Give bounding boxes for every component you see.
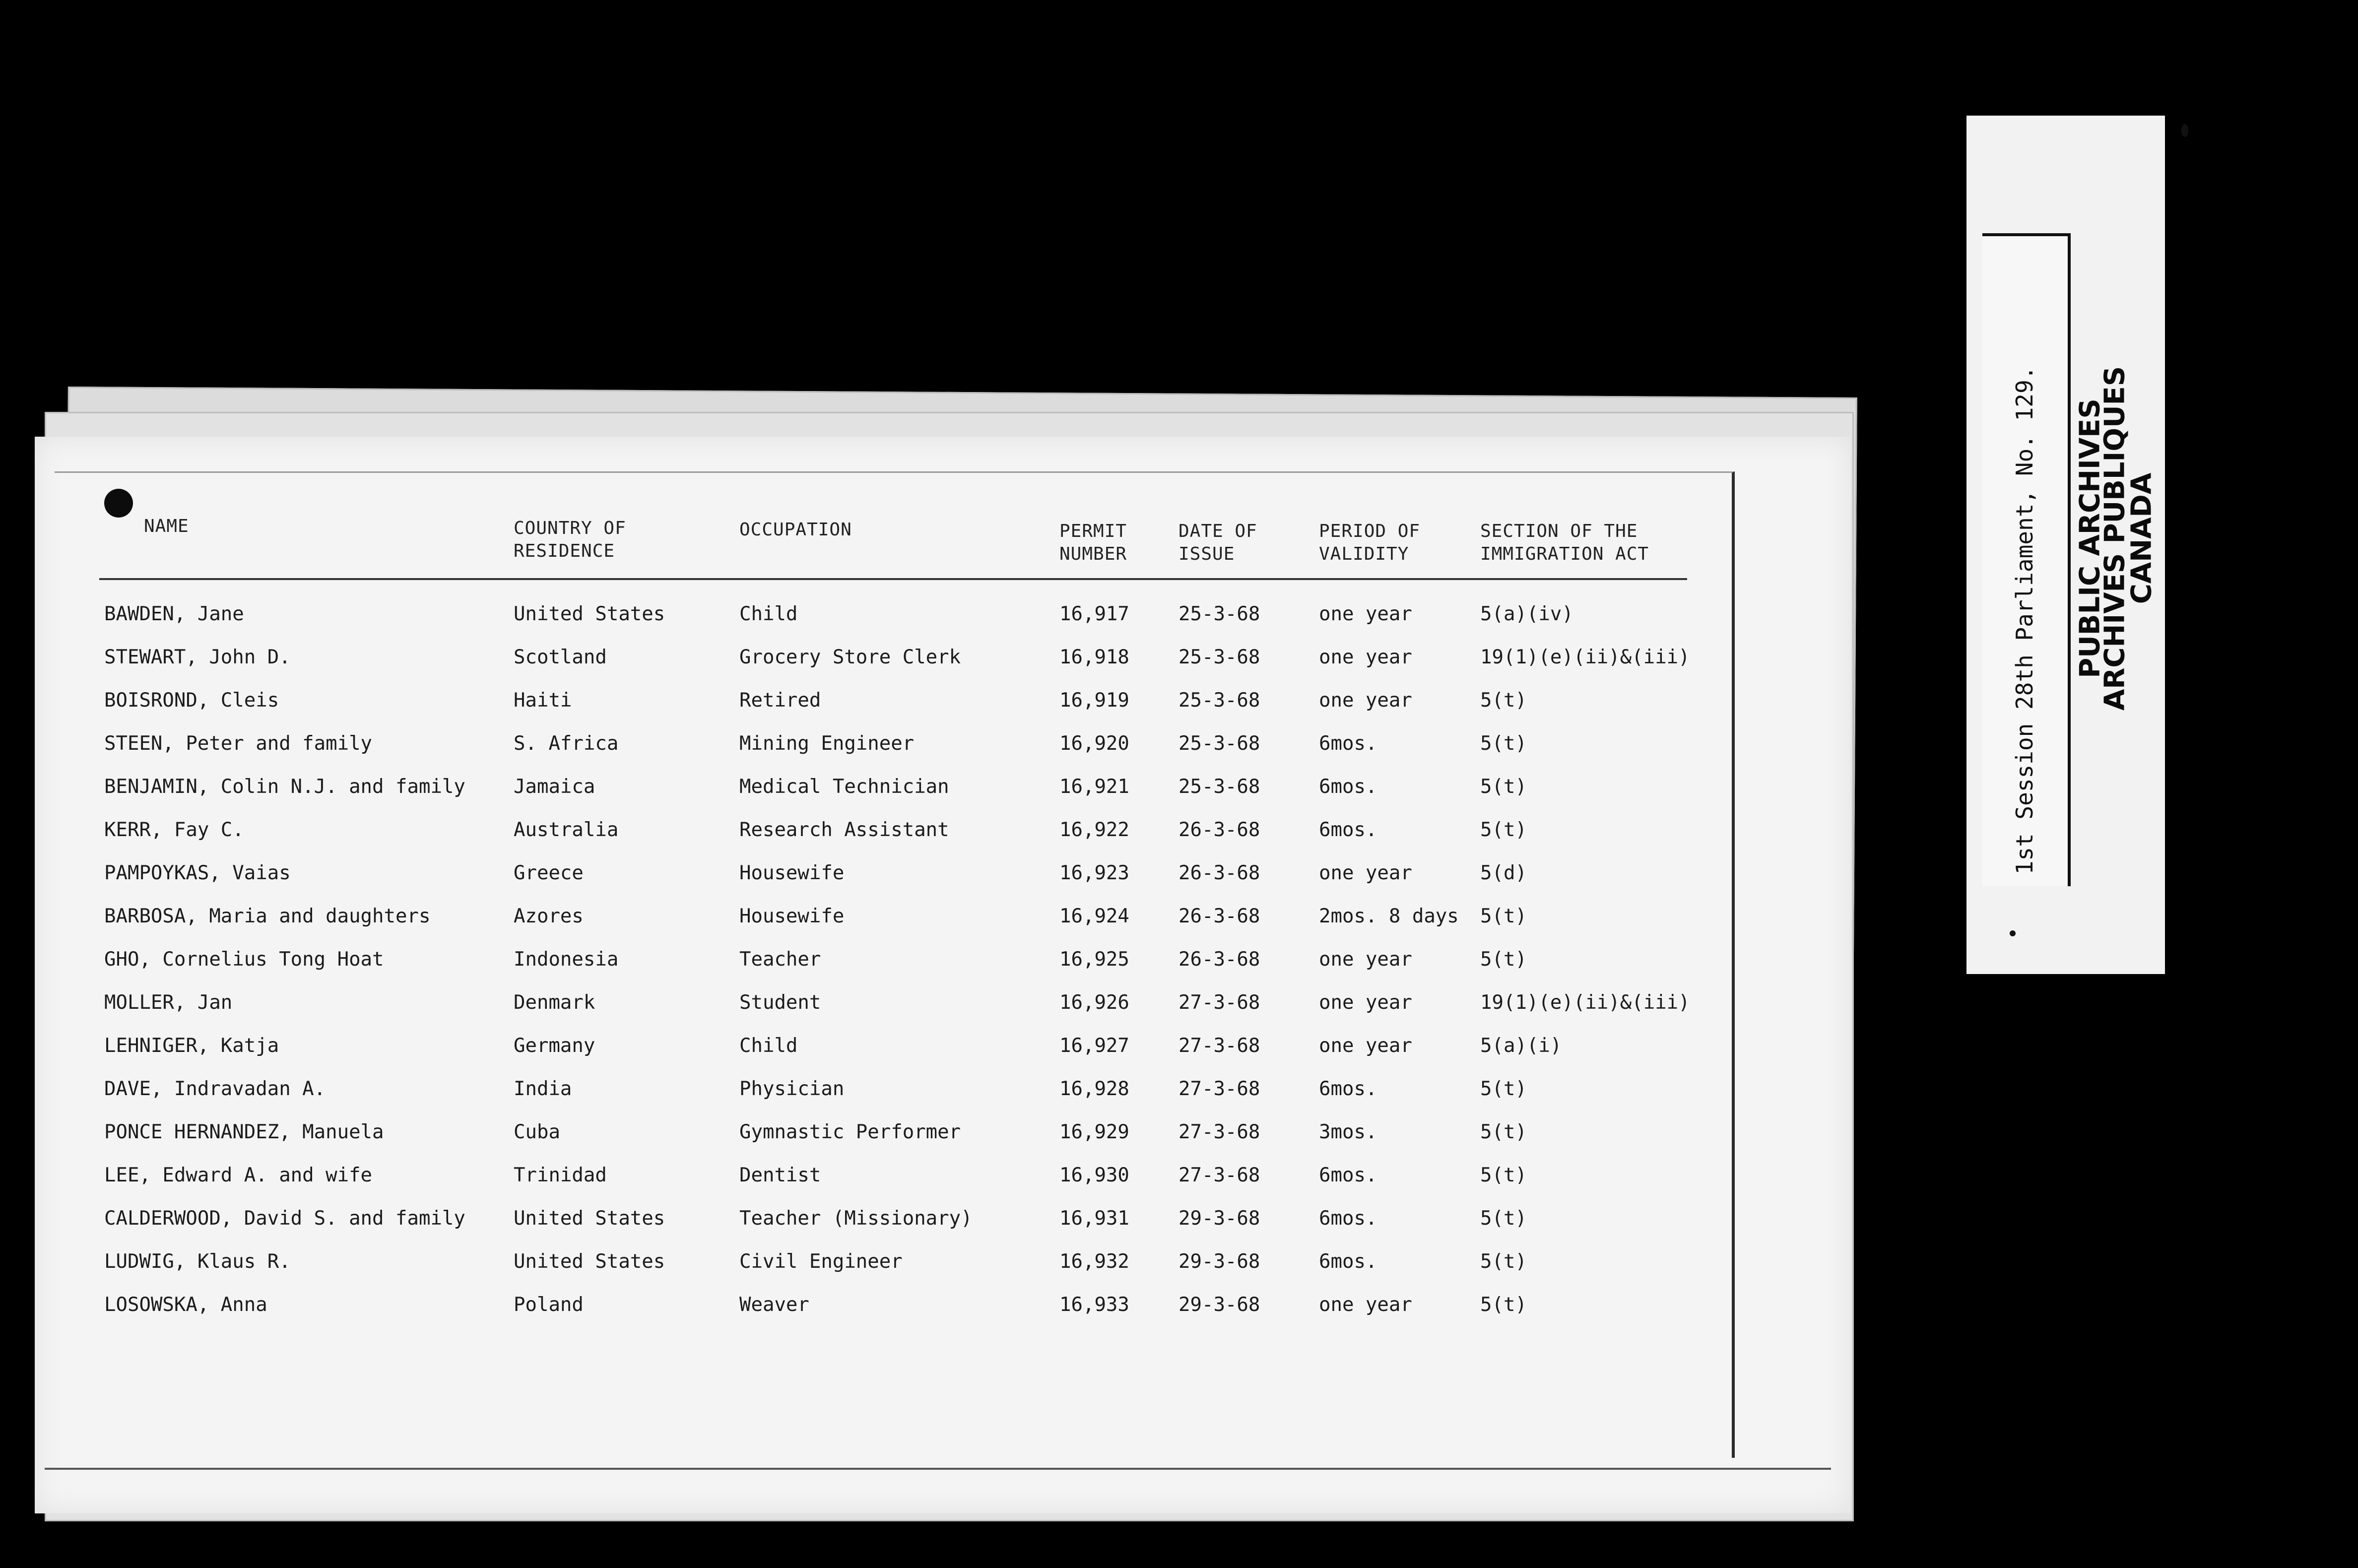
cell-occupation: Gymnastic Performer: [739, 1121, 961, 1143]
cell-permit: 16,927: [1059, 1035, 1129, 1057]
cell-permit: 16,922: [1059, 819, 1129, 841]
cell-period: 6mos.: [1319, 1207, 1377, 1230]
cell-section: 5(t): [1480, 776, 1527, 798]
cell-date: 27-3-68: [1179, 1078, 1260, 1100]
cell-permit: 16,931: [1059, 1207, 1129, 1230]
cell-country: Poland: [514, 1294, 584, 1316]
cell-section: 5(t): [1480, 689, 1527, 712]
cell-period: one year: [1319, 646, 1412, 668]
cell-date: 25-3-68: [1179, 689, 1260, 712]
cell-date: 27-3-68: [1179, 991, 1260, 1014]
cell-country: United States: [514, 603, 665, 625]
cell-country: Indonesia: [514, 948, 619, 971]
cell-period: 6mos.: [1319, 1164, 1377, 1186]
cell-country: Azores: [514, 905, 584, 927]
header-section: SECTION OF THE IMMIGRATION ACT: [1480, 521, 1649, 564]
cell-occupation: Civil Engineer: [739, 1250, 903, 1273]
cell-section: 5(a)(i): [1480, 1035, 1562, 1057]
cell-period: one year: [1319, 991, 1412, 1014]
cell-section: 5(t): [1480, 1164, 1527, 1186]
cell-permit: 16,932: [1059, 1250, 1129, 1273]
header-country: COUNTRY OF RESIDENCE: [514, 518, 626, 561]
cell-date: 26-3-68: [1179, 862, 1260, 884]
cell-date: 27-3-68: [1179, 1035, 1260, 1057]
cell-name: PONCE HERNANDEZ, Manuela: [104, 1121, 384, 1143]
cell-date: 27-3-68: [1179, 1164, 1260, 1186]
cell-occupation: Dentist: [739, 1164, 821, 1186]
cell-occupation: Child: [739, 1035, 798, 1057]
cell-country: Germany: [514, 1035, 595, 1057]
cell-name: GHO, Cornelius Tong Hoat: [104, 948, 384, 971]
cell-section: 5(a)(iv): [1480, 603, 1573, 625]
cell-name: LEE, Edward A. and wife: [104, 1164, 373, 1186]
cell-country: Australia: [514, 819, 619, 841]
cell-permit: 16,919: [1059, 689, 1129, 712]
cell-section: 19(1)(e)(ii)&(iii): [1480, 991, 1690, 1014]
scan-speck: [2181, 124, 2188, 137]
cell-name: LEHNIGER, Katja: [104, 1035, 279, 1057]
cell-country: S. Africa: [514, 732, 619, 755]
cell-name: MOLLER, Jan: [104, 991, 233, 1014]
cell-date: 25-3-68: [1179, 646, 1260, 668]
cell-permit: 16,920: [1059, 732, 1129, 755]
cell-date: 25-3-68: [1179, 732, 1260, 755]
cell-country: United States: [514, 1207, 665, 1230]
session-reference: 1st Session 28th Parliament, No. 129.: [2011, 366, 2038, 875]
page-bottom-rule: [45, 1468, 1831, 1470]
cell-section: 5(t): [1480, 1207, 1527, 1230]
cell-occupation: Housewife: [739, 905, 845, 927]
cell-country: Greece: [514, 862, 584, 884]
cell-occupation: Grocery Store Clerk: [739, 646, 961, 668]
cell-period: one year: [1319, 689, 1412, 712]
cell-occupation: Retired: [739, 689, 821, 712]
cell-name: CALDERWOOD, David S. and family: [104, 1207, 465, 1230]
cell-occupation: Research Assistant: [739, 819, 949, 841]
cell-period: 3mos.: [1319, 1121, 1377, 1143]
cell-permit: 16,930: [1059, 1164, 1129, 1186]
cell-occupation: Teacher: [739, 948, 821, 971]
cell-section: 5(t): [1480, 1121, 1527, 1143]
cell-permit: 16,928: [1059, 1078, 1129, 1100]
cell-occupation: Child: [739, 603, 798, 625]
cell-section: 5(t): [1480, 732, 1527, 755]
cell-name: LOSOWSKA, Anna: [104, 1294, 267, 1316]
cell-country: Cuba: [514, 1121, 560, 1143]
cell-date: 29-3-68: [1179, 1250, 1260, 1273]
cell-period: one year: [1319, 862, 1412, 884]
cell-occupation: Housewife: [739, 862, 845, 884]
cell-date: 26-3-68: [1179, 948, 1260, 971]
cell-date: 29-3-68: [1179, 1294, 1260, 1316]
cell-permit: 16,923: [1059, 862, 1129, 884]
cell-permit: 16,921: [1059, 776, 1129, 798]
cell-name: KERR, Fay C.: [104, 819, 244, 841]
cell-name: BOISROND, Cleis: [104, 689, 279, 712]
cell-country: Scotland: [514, 646, 607, 668]
cell-date: 25-3-68: [1179, 776, 1260, 798]
cell-occupation: Mining Engineer: [739, 732, 915, 755]
cell-country: Jamaica: [514, 776, 595, 798]
header-period: PERIOD OF VALIDITY: [1319, 521, 1421, 564]
cell-date: 26-3-68: [1179, 819, 1260, 841]
cell-date: 26-3-68: [1179, 905, 1260, 927]
cell-period: one year: [1319, 948, 1412, 971]
cell-occupation: Teacher (Missionary): [739, 1207, 973, 1230]
cell-period: one year: [1319, 1035, 1412, 1057]
cell-name: BAWDEN, Jane: [104, 603, 244, 625]
cell-period: 6mos.: [1319, 1078, 1377, 1100]
cell-section: 5(t): [1480, 1078, 1527, 1100]
scan-speck: [2010, 930, 2016, 936]
cell-name: STEEN, Peter and family: [104, 732, 373, 755]
cell-permit: 16,933: [1059, 1294, 1129, 1316]
cell-name: BENJAMIN, Colin N.J. and family: [104, 776, 465, 798]
cell-period: 6mos.: [1319, 819, 1377, 841]
cell-permit: 16,926: [1059, 991, 1129, 1014]
cell-country: Trinidad: [514, 1164, 607, 1186]
cell-section: 5(t): [1480, 948, 1527, 971]
archive-stamp-line2: ARCHIVES PUBLIQUES: [2098, 366, 2131, 711]
header-permit: PERMIT NUMBER: [1059, 521, 1127, 564]
cell-name: DAVE, Indravadan A.: [104, 1078, 326, 1100]
cell-permit: 16,925: [1059, 948, 1129, 971]
cell-permit: 16,918: [1059, 646, 1129, 668]
cell-permit: 16,917: [1059, 603, 1129, 625]
cell-section: 5(t): [1480, 905, 1527, 927]
cell-occupation: Student: [739, 991, 821, 1014]
header-date: DATE OF ISSUE: [1179, 521, 1257, 564]
cell-occupation: Medical Technician: [739, 776, 949, 798]
cell-name: STEWART, John D.: [104, 646, 291, 668]
cell-period: 6mos.: [1319, 732, 1377, 755]
header-rule: [99, 578, 1687, 580]
cell-name: BARBOSA, Maria and daughters: [104, 905, 431, 927]
cell-period: 2mos. 8 days: [1319, 905, 1459, 927]
cell-name: LUDWIG, Klaus R.: [104, 1250, 291, 1273]
cell-section: 19(1)(e)(ii)&(iii): [1480, 646, 1690, 668]
document-page: [35, 437, 1851, 1513]
cell-period: one year: [1319, 1294, 1412, 1316]
cell-section: 5(t): [1480, 819, 1527, 841]
archive-stamp-line1: PUBLIC ARCHIVES: [2074, 398, 2106, 678]
cell-country: India: [514, 1078, 572, 1100]
cell-name: PAMPOYKAS, Vaias: [104, 862, 291, 884]
header-name: NAME: [144, 516, 189, 536]
cell-period: 6mos.: [1319, 776, 1377, 798]
cell-date: 25-3-68: [1179, 603, 1260, 625]
cell-section: 5(t): [1480, 1294, 1527, 1316]
cell-date: 27-3-68: [1179, 1121, 1260, 1143]
cell-country: United States: [514, 1250, 665, 1273]
cell-occupation: Physician: [739, 1078, 845, 1100]
header-occupation: OCCUPATION: [739, 520, 852, 540]
cell-permit: 16,924: [1059, 905, 1129, 927]
cell-country: Haiti: [514, 689, 572, 712]
cell-section: 5(t): [1480, 1250, 1527, 1273]
cell-occupation: Weaver: [739, 1294, 809, 1316]
punch-hole-icon: [104, 489, 133, 518]
cell-permit: 16,929: [1059, 1121, 1129, 1143]
cell-period: 6mos.: [1319, 1250, 1377, 1273]
archive-stamp-line3: CANADA: [2125, 472, 2158, 604]
cell-section: 5(d): [1480, 862, 1527, 884]
cell-date: 29-3-68: [1179, 1207, 1260, 1230]
cell-country: Denmark: [514, 991, 595, 1014]
cell-period: one year: [1319, 603, 1412, 625]
